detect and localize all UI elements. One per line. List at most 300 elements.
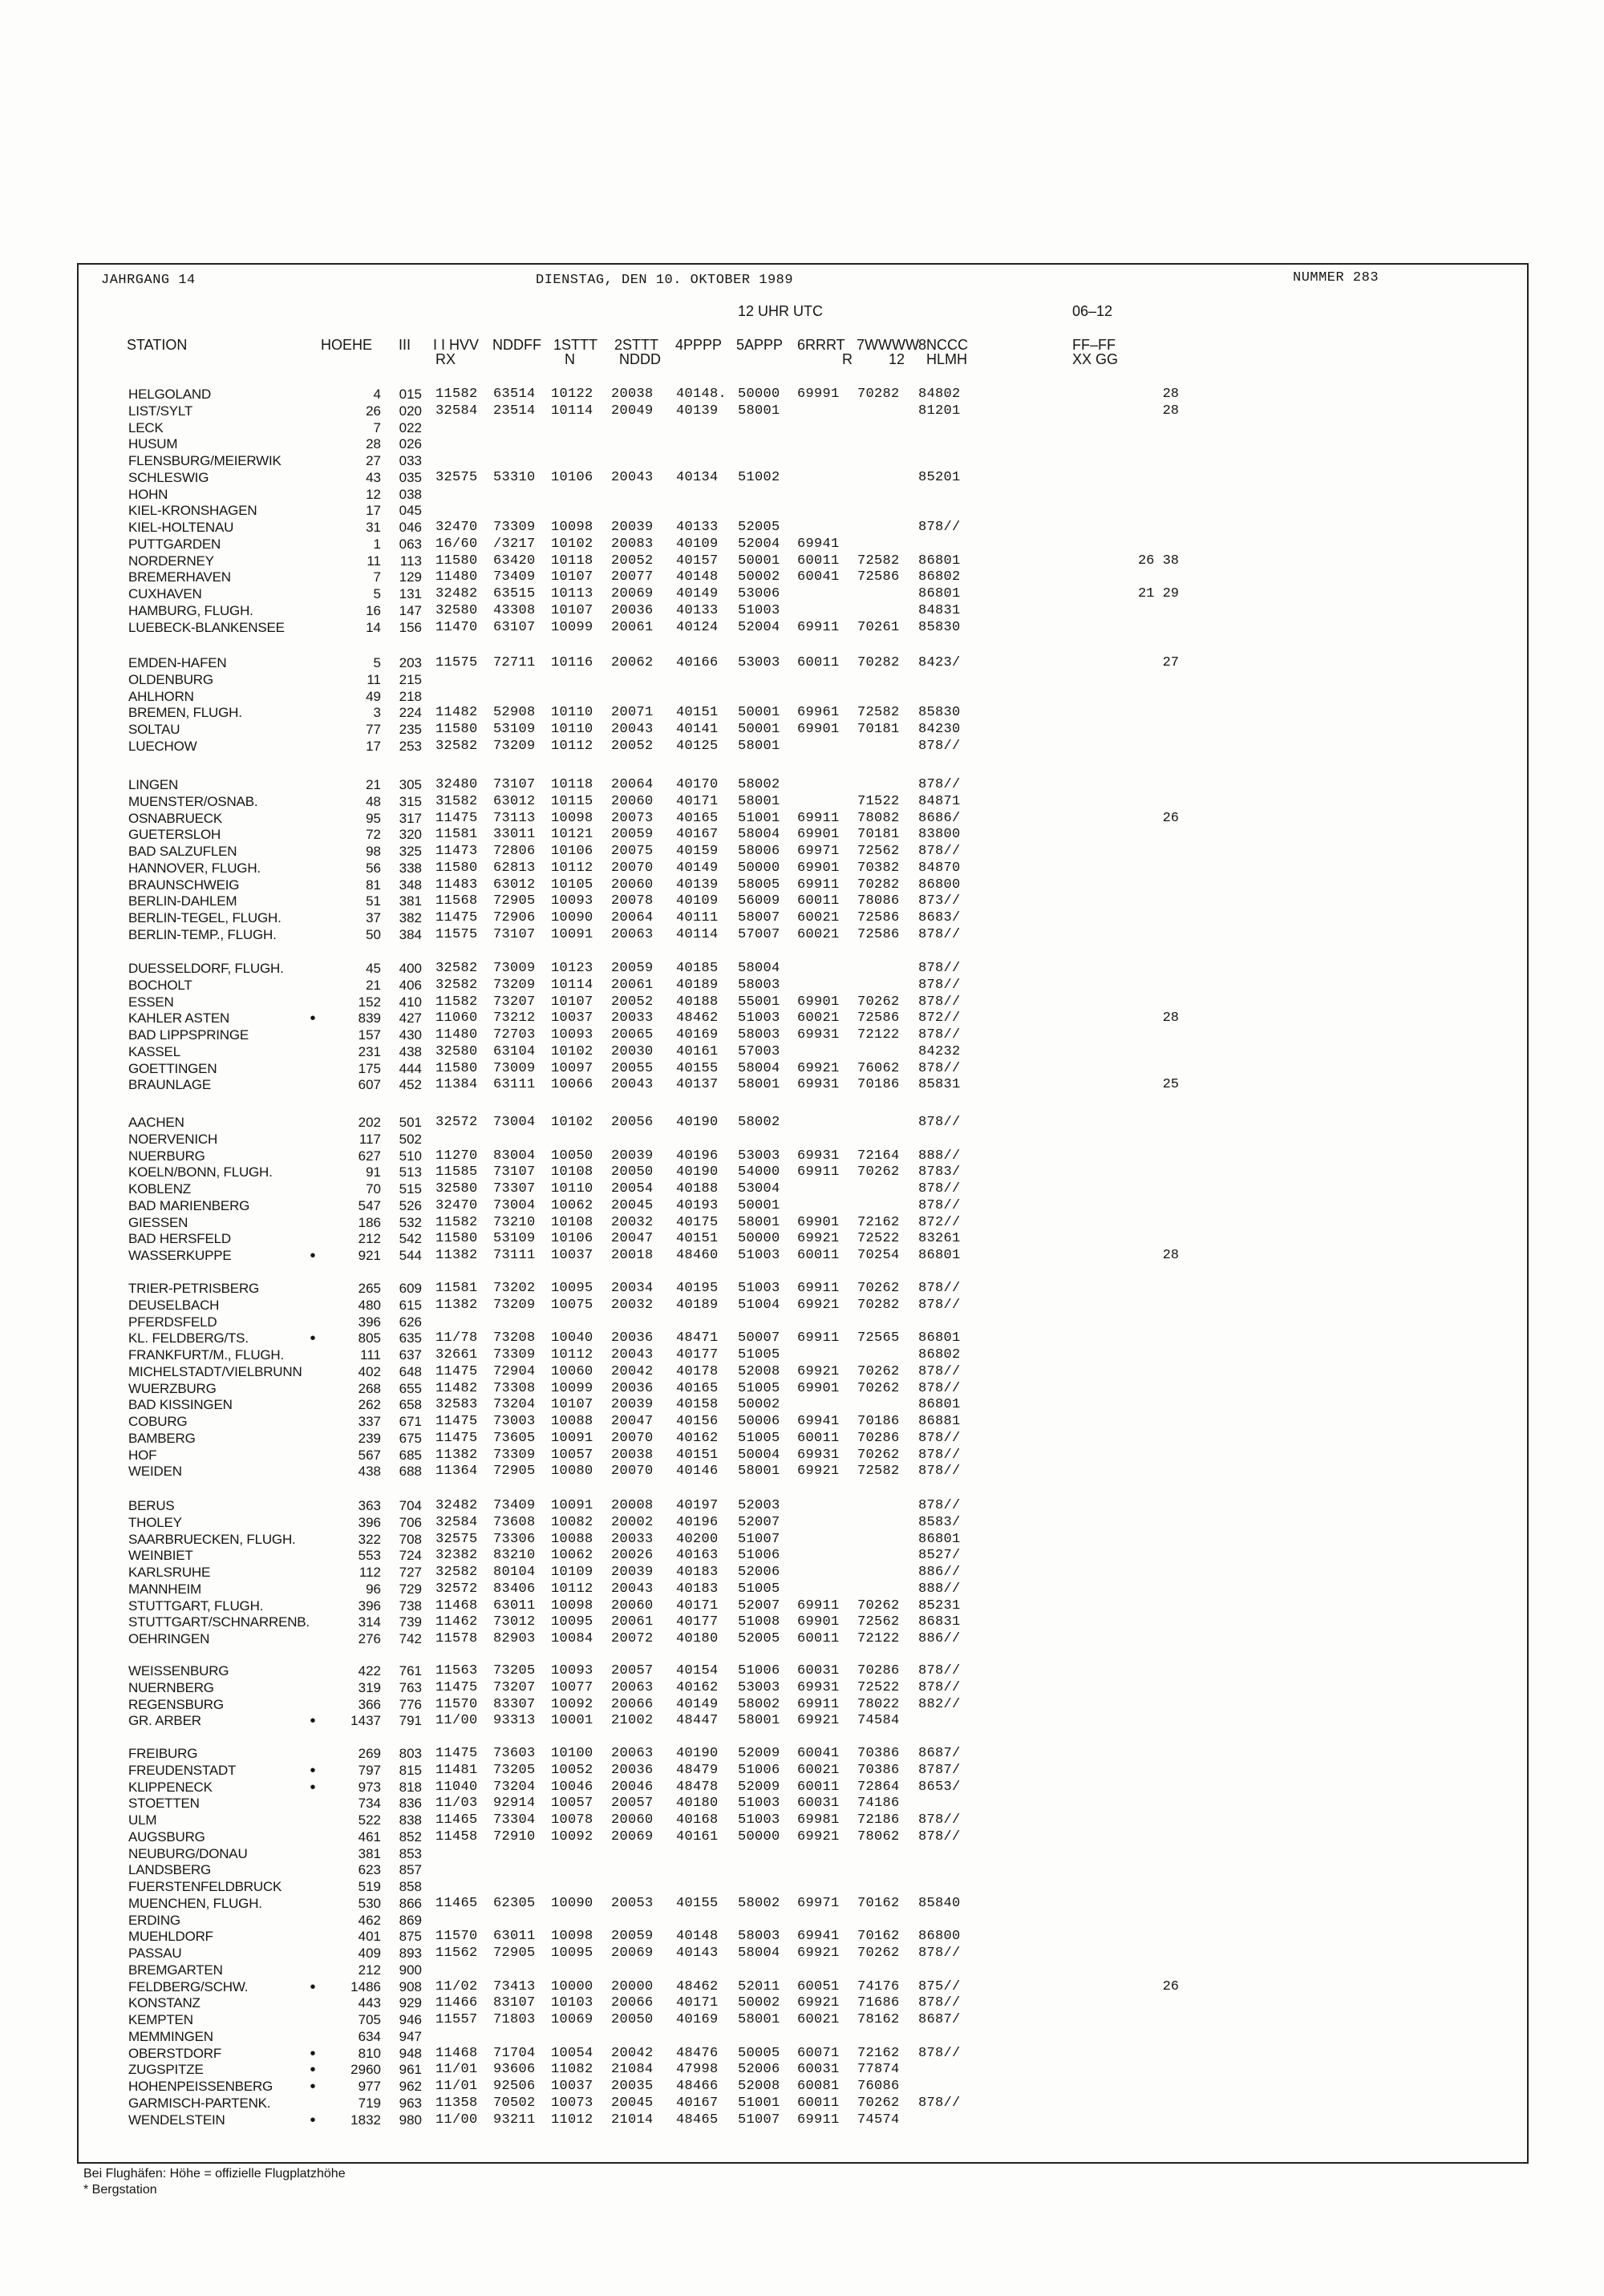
- table-row: [0, 860, 1604, 877]
- obs-group-4: 20054: [611, 1181, 654, 1197]
- obs-group-3: 10112: [551, 738, 593, 754]
- obs-group-3: 10110: [551, 722, 593, 737]
- obs-group-2: 72711: [493, 655, 536, 670]
- station-height: 530: [358, 1895, 381, 1911]
- obs-group-4: 20070: [611, 1430, 654, 1446]
- station-height: 212: [358, 1231, 381, 1247]
- station-id: 384: [399, 926, 422, 942]
- obs-group-9: 8687/: [918, 2012, 961, 2027]
- obs-group-2: 53310: [493, 469, 536, 485]
- obs-group-5: 40159: [676, 844, 719, 859]
- obs-group-8: 72562: [857, 844, 900, 859]
- table-row: [0, 1548, 1604, 1564]
- table-row: [0, 2062, 1604, 2078]
- station-id: 501: [399, 1115, 422, 1130]
- station-id: 526: [399, 1197, 422, 1213]
- obs-group-1: 11/03: [435, 1796, 478, 1812]
- obs-group-4: 20034: [611, 1281, 654, 1296]
- station-height: 95: [366, 810, 381, 826]
- obs-group-2: 73205: [493, 1762, 536, 1778]
- table-row: [0, 1132, 1604, 1148]
- station-name: BERLIN-TEMP., FLUGH.: [128, 926, 277, 942]
- station-height: 1: [373, 536, 381, 552]
- table-row: [0, 1680, 1604, 1696]
- obs-group-1: 11473: [435, 844, 478, 859]
- obs-group-2: 73605: [493, 1430, 536, 1446]
- obs-group-9: 86801: [918, 553, 961, 569]
- obs-group-3: 10118: [551, 553, 593, 569]
- obs-group-5: 40197: [676, 1498, 719, 1513]
- col-station: STATION: [127, 337, 188, 353]
- obs-group-5: 40171: [676, 1995, 719, 2011]
- station-name: STUTTGART, FLUGH.: [128, 1597, 264, 1614]
- obs-group-7: 69921: [797, 1363, 840, 1379]
- station-name: HOF: [128, 1447, 157, 1463]
- obs-group-2: 73208: [493, 1330, 536, 1346]
- obs-group-4: 20070: [611, 1464, 654, 1480]
- station-name: AUGSBURG: [128, 1828, 205, 1844]
- table-row: [0, 2012, 1604, 2028]
- bergstation-marker: •: [310, 1761, 316, 1780]
- obs-group-3: 10090: [551, 1895, 593, 1911]
- station-height: 1486: [350, 1978, 381, 1994]
- obs-group-4: 20039: [611, 1148, 654, 1164]
- station-height: 627: [358, 1148, 381, 1164]
- obs-group-6: 52008: [738, 2079, 780, 2094]
- obs-group-1: 32382: [435, 1548, 478, 1564]
- station-name: BAMBERG: [128, 1430, 196, 1446]
- obs-group-2: 63515: [493, 586, 536, 601]
- obs-group-4: 20043: [611, 1347, 654, 1363]
- footnote-bergstation: * Bergstation: [83, 2183, 157, 2197]
- station-id: 929: [399, 1995, 422, 2011]
- obs-group-5: 48478: [676, 1779, 719, 1795]
- station-name: KIEL-KRONSHAGEN: [128, 503, 257, 519]
- obs-group-3: 10069: [551, 2012, 593, 2027]
- obs-group-6: 58004: [738, 961, 780, 976]
- obs-group-5: 40134: [676, 469, 719, 485]
- obs-group-7: 69901: [797, 994, 840, 1010]
- station-name: HOHN: [128, 486, 168, 502]
- col-iii: III: [399, 337, 411, 353]
- station-name: CUXHAVEN: [128, 586, 202, 601]
- table-row: [0, 1515, 1604, 1531]
- station-id: 235: [399, 722, 422, 737]
- obs-group-6: 52009: [738, 1779, 780, 1795]
- station-name: MUENSTER/OSNAB.: [128, 793, 258, 809]
- obs-group-8: 70282: [857, 1297, 900, 1313]
- station-id: 215: [399, 671, 422, 687]
- obs-group-7: 69961: [797, 705, 840, 721]
- station-height: 522: [358, 1812, 381, 1828]
- obs-group-8: 70262: [857, 1380, 900, 1396]
- station-name: WUERZBURG: [128, 1380, 217, 1396]
- obs-group-8: 70282: [857, 877, 900, 893]
- station-id: 738: [399, 1597, 422, 1614]
- table-row: [0, 1381, 1604, 1397]
- station-id: 946: [399, 2012, 422, 2027]
- table-row: [0, 1314, 1604, 1330]
- obs-group-6: 58001: [738, 1464, 780, 1480]
- obs-group-9: 8687/: [918, 1746, 961, 1761]
- obs-group-9: 86802: [918, 1347, 961, 1363]
- obs-group-1: 11475: [435, 1746, 478, 1761]
- obs-group-1: 11580: [435, 1231, 478, 1247]
- obs-group-2: 33011: [493, 827, 536, 843]
- nummer-label: NUMMER 283: [1293, 270, 1379, 285]
- obs-group-7: 69931: [797, 1148, 840, 1164]
- station-height: 797: [358, 1762, 381, 1778]
- obs-group-5: 48460: [676, 1248, 719, 1263]
- obs-group-4: 21084: [611, 2062, 654, 2078]
- table-row: [0, 1946, 1604, 1962]
- obs-group-8: 70181: [857, 827, 900, 843]
- obs-group-1: 32572: [435, 1581, 478, 1597]
- period-label: 06–12: [1072, 303, 1113, 319]
- station-name: MEMMINGEN: [128, 2028, 213, 2044]
- obs-group-6: 50001: [738, 553, 780, 569]
- obs-group-9: 878//: [918, 961, 961, 976]
- obs-group-4: 20060: [611, 877, 654, 893]
- obs-group-2: 73204: [493, 1397, 536, 1413]
- obs-group-2: 73306: [493, 1531, 536, 1547]
- obs-group-1: 11384: [435, 1077, 478, 1093]
- obs-group-3: 11012: [551, 2112, 593, 2128]
- obs-group-8: 76062: [857, 1060, 900, 1076]
- station-id: 348: [399, 877, 422, 893]
- obs-group-6: 52004: [738, 536, 780, 552]
- station-name: BAD MARIENBERG: [128, 1197, 250, 1213]
- obs-group-1: 32482: [435, 1498, 478, 1513]
- obs-group-5: 40196: [676, 1148, 719, 1164]
- bergstation-marker: •: [310, 1330, 316, 1348]
- station-name: PUTTGARDEN: [128, 536, 221, 552]
- obs-group-6: 58002: [738, 1895, 780, 1911]
- obs-group-9: 888//: [918, 1581, 961, 1597]
- obs-group-7: 60021: [797, 910, 840, 925]
- station-id: 963: [399, 2095, 422, 2111]
- obs-group-6: 51007: [738, 2112, 780, 2128]
- station-name: BAD SALZUFLEN: [128, 844, 237, 859]
- station-id: 046: [399, 520, 422, 535]
- obs-group-5: 40196: [676, 1514, 719, 1530]
- obs-group-6: 57003: [738, 1043, 780, 1059]
- obs-group-1: 11466: [435, 1995, 478, 2011]
- obs-group-9: 878//: [918, 1995, 961, 2011]
- station-name: NUERNBERG: [128, 1679, 214, 1695]
- obs-group-8: 70286: [857, 1663, 900, 1678]
- obs-group-4: 20043: [611, 1581, 654, 1597]
- obs-group-7: 60071: [797, 2045, 840, 2061]
- table-row: [0, 961, 1604, 977]
- date-label: DIENSTAG, DEN 10. OKTOBER 1989: [536, 273, 794, 288]
- station-name: AHLHORN: [128, 688, 194, 704]
- table-row: [0, 2046, 1604, 2062]
- obs-group-9: 886//: [918, 1631, 961, 1646]
- obs-group-6: 52003: [738, 1498, 780, 1513]
- obs-group-2: 62305: [493, 1895, 536, 1911]
- station-id: 253: [399, 738, 422, 754]
- obs-group-6: 50001: [738, 722, 780, 737]
- obs-group-7: 69931: [797, 1679, 840, 1695]
- obs-group-8: 70262: [857, 1164, 900, 1180]
- station-height: 112: [358, 1565, 381, 1580]
- table-row: [0, 2029, 1604, 2045]
- obs-group-4: 20057: [611, 1663, 654, 1678]
- obs-group-3: 10107: [551, 602, 593, 618]
- obs-group-8: 74584: [857, 1713, 900, 1729]
- obs-group-6: 50004: [738, 1447, 780, 1463]
- station-height: 443: [358, 1995, 381, 2011]
- obs-group-7: 60011: [797, 1248, 840, 1263]
- station-id: 675: [399, 1430, 422, 1446]
- station-id: 763: [399, 1679, 422, 1695]
- obs-group-8: 72562: [857, 1614, 900, 1630]
- obs-group-5: 40167: [676, 827, 719, 843]
- station-name: KARLSRUHE: [128, 1565, 211, 1580]
- station-height: 11: [367, 671, 381, 687]
- obs-group-4: 20052: [611, 553, 654, 569]
- obs-group-6: 53003: [738, 655, 780, 670]
- obs-group-1: 11570: [435, 1929, 478, 1945]
- obs-group-4: 20002: [611, 1514, 654, 1530]
- table-row: [0, 794, 1604, 810]
- station-name: KLIPPENECK: [128, 1779, 213, 1795]
- obs-group-7: 60031: [797, 1663, 840, 1678]
- obs-group-8: 72164: [857, 1148, 900, 1164]
- obs-group-6: 51008: [738, 1614, 780, 1630]
- obs-group-7: 69911: [797, 1281, 840, 1296]
- station-name: BAD HERSFELD: [128, 1231, 231, 1247]
- col-c5: 4PPPP: [675, 337, 723, 353]
- station-name: WEIDEN: [128, 1464, 182, 1480]
- obs-group-5: 40151: [676, 705, 719, 721]
- obs-group-1: 11580: [435, 722, 478, 737]
- obs-group-6: 51005: [738, 1430, 780, 1446]
- obs-group-1: 32580: [435, 1043, 478, 1059]
- obs-group-7: 69931: [797, 1077, 840, 1093]
- obs-group-8: 70286: [857, 1430, 900, 1446]
- obs-group-3: 10057: [551, 1796, 593, 1812]
- obs-group-9: 878//: [918, 1181, 961, 1197]
- table-row: [0, 827, 1604, 843]
- obs-group-1: 32582: [435, 977, 478, 993]
- station-name: KONSTANZ: [128, 1995, 200, 2011]
- obs-group-3: 10078: [551, 1812, 593, 1828]
- obs-group-6: 51002: [738, 469, 780, 485]
- station-height: 91: [366, 1164, 381, 1180]
- obs-group-3: 10108: [551, 1164, 593, 1180]
- bergstation-marker: •: [310, 1712, 316, 1731]
- obs-group-6: 58006: [738, 844, 780, 859]
- station-id: 406: [399, 977, 422, 993]
- obs-group-5: 40124: [676, 619, 719, 635]
- obs-group-7: 60011: [797, 1779, 840, 1795]
- table-row: [0, 1979, 1604, 1995]
- station-name: ZUGSPITZE: [128, 2062, 204, 2078]
- obs-group-2: 73603: [493, 1746, 536, 1761]
- table-row: [0, 2112, 1604, 2128]
- station-height: 396: [358, 1514, 381, 1530]
- peak-gust: 28: [1162, 387, 1179, 402]
- obs-group-1: 31582: [435, 793, 478, 809]
- table-row: [0, 1281, 1604, 1297]
- table-row: [0, 994, 1604, 1010]
- obs-group-9: 84870: [918, 860, 961, 876]
- obs-group-7: 60011: [797, 553, 840, 569]
- obs-group-5: 40114: [676, 926, 719, 942]
- obs-group-3: 10115: [551, 793, 593, 809]
- obs-group-6: 58001: [738, 403, 780, 419]
- obs-group-1: 11468: [435, 2045, 478, 2061]
- station-height: 31: [366, 520, 381, 535]
- obs-group-5: 40161: [676, 1043, 719, 1059]
- obs-group-7: 69921: [797, 1060, 840, 1076]
- obs-group-7: 69911: [797, 1330, 840, 1346]
- station-id: 430: [399, 1027, 422, 1043]
- obs-group-5: 40139: [676, 403, 719, 419]
- obs-group-7: 69921: [797, 1297, 840, 1313]
- station-name: MUEHLDORF: [128, 1929, 213, 1945]
- obs-group-3: 10088: [551, 1531, 593, 1547]
- obs-group-5: 48465: [676, 2112, 719, 2128]
- obs-group-7: 69901: [797, 1614, 840, 1630]
- station-id: 532: [399, 1214, 422, 1230]
- obs-group-6: 51003: [738, 602, 780, 618]
- obs-group-4: 20083: [611, 536, 654, 552]
- obs-group-2: 73202: [493, 1281, 536, 1296]
- obs-group-9: 878//: [918, 738, 961, 754]
- table-row: [0, 1298, 1604, 1314]
- col-c1-sub: RX: [435, 351, 456, 367]
- obs-group-1: 11481: [435, 1762, 478, 1778]
- col-c4: 2STTT: [614, 337, 659, 353]
- table-row: [0, 1248, 1604, 1264]
- obs-group-4: 20047: [611, 1414, 654, 1429]
- station-name: LECK: [128, 419, 164, 435]
- station-height: 77: [366, 722, 381, 737]
- obs-group-9: 8683/: [918, 910, 961, 925]
- obs-group-6: 55001: [738, 994, 780, 1010]
- obs-group-7: 60011: [797, 1430, 840, 1446]
- col-c6: 5APPP: [736, 337, 784, 353]
- station-id: 615: [399, 1297, 422, 1313]
- obs-group-1: 11578: [435, 1631, 478, 1646]
- obs-group-9: 83800: [918, 827, 961, 843]
- obs-group-8: 76086: [857, 2079, 900, 2094]
- obs-group-8: 70262: [857, 1597, 900, 1614]
- station-name: NOERVENICH: [128, 1131, 218, 1147]
- obs-group-3: 10107: [551, 1397, 593, 1413]
- obs-group-9: 85231: [918, 1597, 961, 1614]
- station-height: 117: [358, 1131, 381, 1147]
- obs-group-2: 71704: [493, 2045, 536, 2061]
- obs-group-3: 10118: [551, 777, 593, 792]
- peak-gust: 25: [1162, 1077, 1179, 1093]
- obs-group-2: 72905: [493, 893, 536, 909]
- table-row: [0, 1077, 1604, 1093]
- obs-group-8: 72582: [857, 705, 900, 721]
- col-c7-sub: R: [842, 351, 853, 367]
- obs-group-5: 40180: [676, 1631, 719, 1646]
- obs-group-3: 10099: [551, 619, 593, 635]
- table-row: [0, 1115, 1604, 1131]
- obs-group-6: 50002: [738, 569, 780, 585]
- obs-group-6: 53006: [738, 586, 780, 601]
- obs-group-5: 40157: [676, 553, 719, 569]
- obs-group-2: 73004: [493, 1115, 536, 1130]
- obs-group-4: 20036: [611, 602, 654, 618]
- table-row: [0, 1498, 1604, 1514]
- obs-group-8: 70386: [857, 1746, 900, 1761]
- table-row: [0, 1796, 1604, 1812]
- obs-group-4: 20066: [611, 1696, 654, 1712]
- obs-group-2: 52908: [493, 705, 536, 721]
- obs-group-9: 86801: [918, 1531, 961, 1547]
- obs-group-9: 83261: [918, 1231, 961, 1247]
- station-name: KIEL-HOLTENAU: [128, 520, 234, 535]
- station-height: 7: [373, 569, 381, 585]
- obs-group-3: 10102: [551, 536, 593, 552]
- table-row: [0, 569, 1604, 585]
- table-row: [0, 2079, 1604, 2095]
- obs-group-9: 86801: [918, 1397, 961, 1413]
- station-name: FELDBERG/SCHW.: [128, 1978, 249, 1994]
- station-name: BOCHOLT: [128, 977, 192, 993]
- station-id: 338: [399, 860, 422, 876]
- obs-group-3: 10098: [551, 520, 593, 535]
- station-name: WEISSENBURG: [128, 1663, 229, 1678]
- obs-group-1: 11482: [435, 1380, 478, 1396]
- obs-group-9: 878//: [918, 1663, 961, 1678]
- obs-group-6: 58002: [738, 1115, 780, 1130]
- station-id: 544: [399, 1248, 422, 1263]
- obs-group-3: 10091: [551, 1498, 593, 1513]
- obs-group-9: 878//: [918, 926, 961, 942]
- station-name: TRIER-PETRISBERG: [128, 1281, 260, 1296]
- obs-group-9: 878//: [918, 1828, 961, 1844]
- obs-group-3: 10112: [551, 860, 593, 876]
- station-name: BERLIN-TEGEL, FLUGH.: [128, 910, 282, 925]
- obs-group-6: 56009: [738, 893, 780, 909]
- obs-group-5: 40168: [676, 1812, 719, 1828]
- obs-group-4: 20032: [611, 1214, 654, 1230]
- obs-group-6: 51001: [738, 810, 780, 826]
- station-height: 480: [358, 1297, 381, 1313]
- obs-group-1: 11582: [435, 1214, 478, 1230]
- table-row: [0, 1663, 1604, 1679]
- obs-group-5: 40133: [676, 602, 719, 618]
- obs-group-3: 10040: [551, 1330, 593, 1346]
- obs-group-1: 11582: [435, 994, 478, 1010]
- obs-group-6: 50001: [738, 1197, 780, 1213]
- table-row: [0, 520, 1604, 536]
- obs-group-4: 20045: [611, 2095, 654, 2111]
- obs-group-4: 20008: [611, 1498, 654, 1513]
- station-height: 921: [358, 1248, 381, 1263]
- obs-group-2: 73209: [493, 738, 536, 754]
- obs-group-8: 70262: [857, 1447, 900, 1463]
- obs-group-3: 10093: [551, 893, 593, 909]
- station-id: 131: [399, 586, 422, 601]
- obs-group-2: 73304: [493, 1812, 536, 1828]
- table-row: [0, 1448, 1604, 1464]
- station-name: FRANKFURT/M., FLUGH.: [128, 1347, 285, 1363]
- obs-group-7: 60011: [797, 2095, 840, 2111]
- station-id: 224: [399, 705, 422, 721]
- bergstation-marker: •: [310, 2044, 316, 2063]
- station-height: 37: [366, 910, 381, 925]
